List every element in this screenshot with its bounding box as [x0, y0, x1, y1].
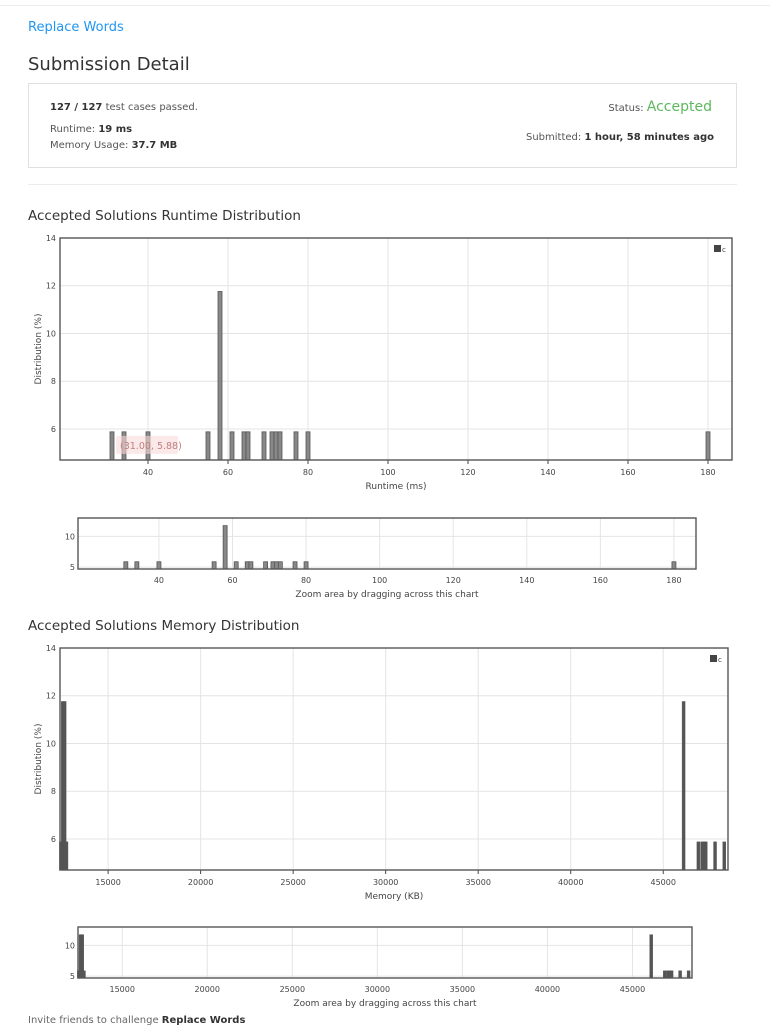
nav-bar — [135, 562, 139, 569]
x-tick-label: 45000 — [650, 878, 676, 887]
x-tick-label: 180 — [700, 468, 716, 477]
nav-bar — [293, 562, 297, 569]
nav-frame — [78, 927, 692, 978]
nav-y-tick-label: 10 — [64, 941, 75, 951]
runtime-value: 19 ms — [98, 124, 133, 135]
plot-area-frame — [60, 238, 732, 460]
histogram-bar — [306, 432, 310, 460]
x-tick-label: 35000 — [465, 878, 491, 887]
nav-bar — [157, 562, 161, 569]
x-tick-label: 25000 — [280, 878, 306, 887]
nav-y-tick-label: 5 — [69, 563, 75, 573]
page-title: Submission Detail — [28, 54, 190, 75]
y-tick-label: 12 — [45, 691, 56, 701]
x-tick-label: 140 — [540, 468, 556, 477]
passed-count: 127 / 127 — [50, 102, 103, 113]
x-tick-label: 80 — [302, 468, 314, 477]
status-line — [608, 99, 712, 115]
y-tick-label: 14 — [45, 644, 56, 653]
histogram-bar — [723, 842, 726, 870]
histogram-bar — [697, 842, 700, 870]
histogram-bar — [246, 432, 250, 460]
nav-y-tick-label: 10 — [64, 532, 75, 542]
y-axis-title: Distribution (%) — [34, 723, 44, 795]
runtime-distribution-chart[interactable] — [0, 230, 770, 500]
x-tick-label: 120 — [460, 468, 476, 477]
y-tick-label: 6 — [50, 424, 56, 434]
y-tick-label: 8 — [50, 787, 56, 797]
runtime-line — [50, 124, 132, 135]
histogram-bar — [682, 701, 685, 870]
zoom-hint: Zoom area by dragging across this chart — [293, 999, 477, 1009]
y-tick-label: 10 — [45, 739, 56, 749]
nav-x-tick-label: 120 — [445, 576, 461, 585]
nav-bar — [249, 562, 253, 569]
y-tick-label: 8 — [50, 377, 56, 387]
y-tick-label: 10 — [45, 329, 56, 339]
section-divider — [28, 184, 737, 185]
test-cases-line — [50, 102, 198, 113]
histogram-bar — [218, 291, 222, 460]
legend-label: c — [718, 656, 722, 664]
memory-label: Memory Usage: — [50, 140, 129, 151]
submitted-label: Submitted: — [526, 132, 582, 143]
status-label: Status: — [608, 103, 644, 114]
x-tick-label: 40000 — [557, 878, 584, 887]
x-tick-label: 40 — [142, 468, 154, 477]
nav-bar — [670, 971, 673, 978]
x-axis-title: Runtime (ms) — [365, 482, 427, 492]
nav-bar — [663, 971, 666, 978]
nav-bar — [304, 562, 308, 569]
zoom-hint: Zoom area by dragging across this chart — [295, 590, 479, 600]
legend-swatch — [710, 655, 717, 662]
histogram-bar — [242, 432, 246, 460]
nav-x-tick-label: 60 — [227, 576, 238, 585]
invite-text: Invite friends to challenge — [28, 1015, 159, 1026]
histogram-bar — [270, 432, 274, 460]
x-tick-label: 60 — [222, 468, 234, 477]
x-tick-label: 100 — [380, 468, 396, 477]
nav-bar — [687, 971, 690, 978]
y-tick-label: 14 — [45, 234, 56, 243]
nav-bar — [679, 971, 682, 978]
memory-line — [50, 140, 177, 151]
x-tick-label: 160 — [620, 468, 636, 477]
invite-problem-name: Replace Words — [161, 1015, 246, 1026]
nav-bar — [212, 562, 216, 569]
nav-bar — [264, 562, 268, 569]
status-badge: Accepted — [646, 99, 712, 115]
submission-summary-card — [28, 83, 737, 168]
y-axis-title: Distribution (%) — [34, 313, 44, 385]
top-divider — [0, 5, 770, 6]
nav-x-tick-label: 180 — [666, 576, 682, 585]
x-axis-title: Memory (KB) — [364, 892, 424, 902]
nav-x-tick-label: 35000 — [449, 985, 476, 994]
x-tick-label: 20000 — [187, 878, 214, 887]
nav-x-tick-label: 45000 — [619, 985, 646, 994]
histogram-bar — [262, 432, 266, 460]
histogram-bar — [206, 432, 210, 460]
nav-frame — [78, 518, 696, 569]
memory-value: 37.7 MB — [131, 140, 178, 151]
x-tick-label: 15000 — [95, 878, 121, 887]
memory-chart-title: Accepted Solutions Memory Distribution — [28, 618, 300, 634]
y-tick-label: 12 — [45, 281, 56, 291]
hover-tooltip-text: (31.00, 5.88) — [120, 440, 182, 452]
y-tick-label: 6 — [50, 834, 56, 844]
passed-text: test cases passed. — [105, 102, 198, 113]
submitted-line — [526, 132, 714, 143]
nav-x-tick-label: 20000 — [194, 985, 220, 994]
nav-x-tick-label: 25000 — [279, 985, 306, 994]
legend-swatch — [714, 245, 721, 252]
histogram-bar — [110, 432, 114, 460]
histogram-bar — [706, 432, 710, 460]
histogram-bar — [230, 432, 234, 460]
x-tick-label: 30000 — [372, 878, 399, 887]
submitted-value: 1 hour, 58 minutes ago — [584, 132, 714, 143]
nav-x-tick-label: 100 — [372, 576, 388, 585]
problem-link[interactable]: Replace Words — [28, 20, 124, 35]
nav-bar — [650, 935, 653, 978]
nav-bar — [278, 562, 282, 569]
nav-bar — [124, 562, 128, 569]
nav-x-tick-label: 140 — [519, 576, 535, 585]
invite-friends-text — [28, 1015, 245, 1026]
runtime-label: Runtime: — [50, 124, 96, 135]
nav-x-tick-label: 40 — [153, 576, 165, 585]
nav-bar — [82, 971, 85, 978]
nav-x-tick-label: 160 — [592, 576, 608, 585]
legend-label: c — [722, 246, 726, 254]
plot-area-frame — [60, 648, 728, 870]
nav-y-tick-label: 5 — [69, 972, 75, 982]
memory-distribution-chart[interactable] — [0, 640, 770, 910]
histogram-bar — [274, 432, 278, 460]
nav-bar — [672, 562, 676, 569]
runtime-zoom-navigator[interactable] — [0, 512, 770, 604]
runtime-chart-title: Accepted Solutions Runtime Distribution — [28, 208, 301, 224]
histogram-bar — [704, 842, 707, 870]
memory-zoom-navigator[interactable] — [0, 922, 770, 1014]
histogram-bar — [65, 842, 68, 870]
histogram-bar — [278, 432, 282, 460]
nav-bar — [234, 562, 238, 569]
nav-x-tick-label: 40000 — [534, 985, 561, 994]
nav-bar — [223, 526, 227, 569]
nav-x-tick-label: 15000 — [109, 985, 135, 994]
histogram-bar — [714, 842, 717, 870]
histogram-bar — [294, 432, 298, 460]
nav-x-tick-label: 30000 — [364, 985, 391, 994]
nav-x-tick-label: 80 — [300, 576, 312, 585]
